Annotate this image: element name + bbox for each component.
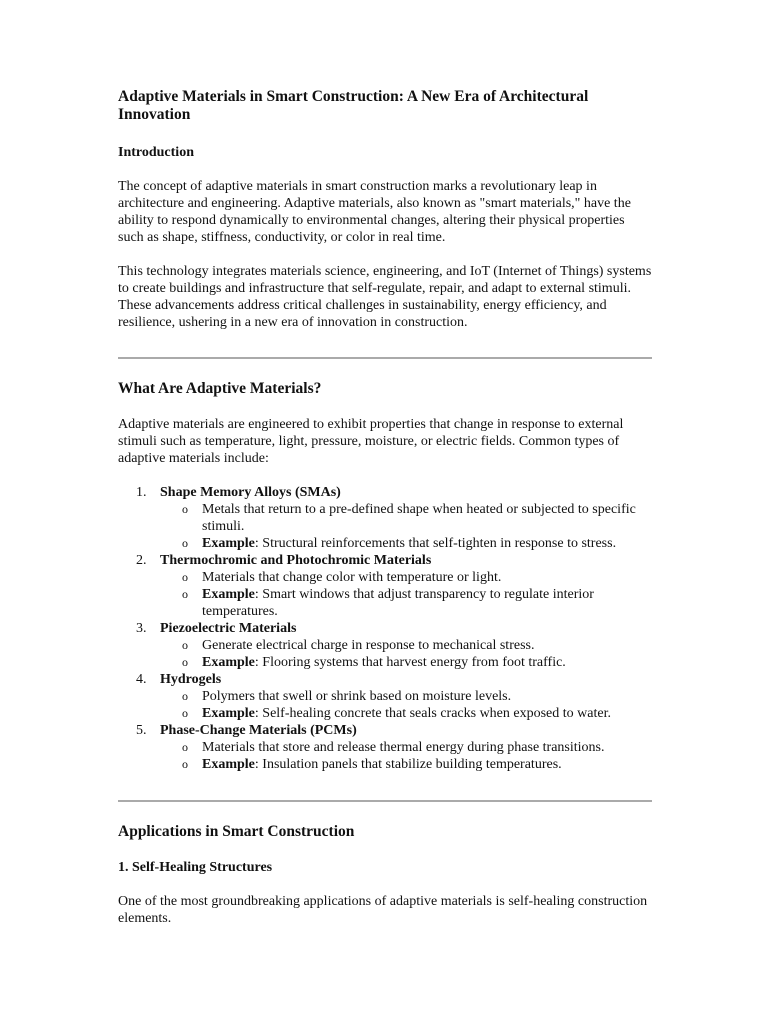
list-number: 2. xyxy=(136,553,147,568)
what-paragraph: Adaptive materials are engineered to exhibit properties that change in response to external stimuli such as temperature, light, pressure, moisture, or electric fields. Common types of adaptive materials include: xyxy=(118,417,624,466)
sub-list xyxy=(160,688,652,722)
intro-paragraph-1: The concept of adaptive materials in smart construction marks a revolutionary leap in architecture and engineering. Adaptive materials, also known as "smart materials," have the ability to respond dynamically to environmental changes, altering their physical properties such as shape, stiffness, conductivity, or color in real time. xyxy=(118,179,631,245)
material-example: : Flooring systems that harvest energy from foot traffic. xyxy=(254,655,566,670)
section-divider xyxy=(118,357,652,359)
sub-list xyxy=(160,739,652,773)
list-number: 1. xyxy=(136,485,147,500)
example-label: Example xyxy=(202,757,255,772)
sub-list-item xyxy=(160,705,652,722)
bullet-icon: o xyxy=(182,689,188,703)
bullet-icon: o xyxy=(182,502,188,516)
section-divider xyxy=(118,800,652,802)
document-page xyxy=(118,88,652,927)
sub-list-item xyxy=(160,569,652,586)
material-name: Hydrogels xyxy=(160,672,222,687)
material-types-list xyxy=(118,484,652,773)
bullet-icon: o xyxy=(182,570,188,584)
sub-list-item xyxy=(160,535,652,552)
bullet-icon: o xyxy=(182,536,188,550)
material-description: Materials that store and release thermal energy during phase transitions. xyxy=(202,740,605,755)
bullet-icon: o xyxy=(182,655,188,669)
material-example: : Self-healing concrete that seals cracks when exposed to water. xyxy=(254,706,611,721)
material-name: Thermochromic and Photochromic Materials xyxy=(160,553,432,568)
example-label: Example xyxy=(202,655,255,670)
sub-list-item xyxy=(160,654,652,671)
material-example: : Smart windows that adjust transparency to regulate interior temperatures. xyxy=(202,587,594,619)
list-number: 3. xyxy=(136,621,147,636)
bullet-icon: o xyxy=(182,740,188,754)
what-heading: What Are Adaptive Materials? xyxy=(118,380,322,397)
bullet-icon: o xyxy=(182,757,188,771)
material-name: Phase-Change Materials (PCMs) xyxy=(160,723,357,738)
sub-list-item xyxy=(160,637,652,654)
sub-list xyxy=(160,569,652,620)
document-title: Adaptive Materials in Smart Construction: A New Era of Architectural Innovation xyxy=(118,88,589,123)
intro-heading: Introduction xyxy=(118,145,194,160)
sub-list-item xyxy=(160,586,652,620)
material-example: : Insulation panels that stabilize building temperatures. xyxy=(254,757,562,772)
applications-heading: Applications in Smart Construction xyxy=(118,823,355,840)
material-name: Piezoelectric Materials xyxy=(160,621,297,636)
bullet-icon: o xyxy=(182,706,188,720)
material-name: Shape Memory Alloys (SMAs) xyxy=(160,485,341,500)
list-item xyxy=(118,671,652,722)
sub-list xyxy=(160,501,652,552)
sub-list xyxy=(160,637,652,671)
sub-list-item xyxy=(160,501,652,535)
sub-list-item xyxy=(160,756,652,773)
sub-list-item xyxy=(160,688,652,705)
list-number: 5. xyxy=(136,723,147,738)
example-label: Example xyxy=(202,536,255,551)
material-description: Materials that change color with temperature or light. xyxy=(202,570,502,585)
example-label: Example xyxy=(202,706,255,721)
bullet-icon: o xyxy=(182,638,188,652)
list-item xyxy=(118,552,652,620)
applications-paragraph: One of the most groundbreaking applications of adaptive materials is self-healing construction elements. xyxy=(118,894,648,926)
material-example: : Structural reinforcements that self-tighten in response to stress. xyxy=(254,536,617,551)
material-description: Metals that return to a pre-defined shape when heated or subjected to specific stimuli. xyxy=(202,502,636,534)
list-number: 4. xyxy=(136,672,147,687)
self-healing-heading: 1. Self-Healing Structures xyxy=(118,860,273,875)
list-item xyxy=(118,722,652,773)
sub-list-item xyxy=(160,739,652,756)
bullet-icon: o xyxy=(182,587,188,601)
material-description: Polymers that swell or shrink based on moisture levels. xyxy=(202,689,512,704)
list-item xyxy=(118,484,652,552)
example-label: Example xyxy=(202,587,255,602)
list-item xyxy=(118,620,652,671)
material-description: Generate electrical charge in response to mechanical stress. xyxy=(202,638,535,653)
intro-paragraph-2: This technology integrates materials science, engineering, and IoT (Internet of Things) systems to create buildings and infrastructure that self-regulate, repair, and adapt to external stimuli. These advancements address critical challenges in sustainability, energy efficiency, and resilience, ushering in a new era of innovation in construction. xyxy=(118,264,652,330)
